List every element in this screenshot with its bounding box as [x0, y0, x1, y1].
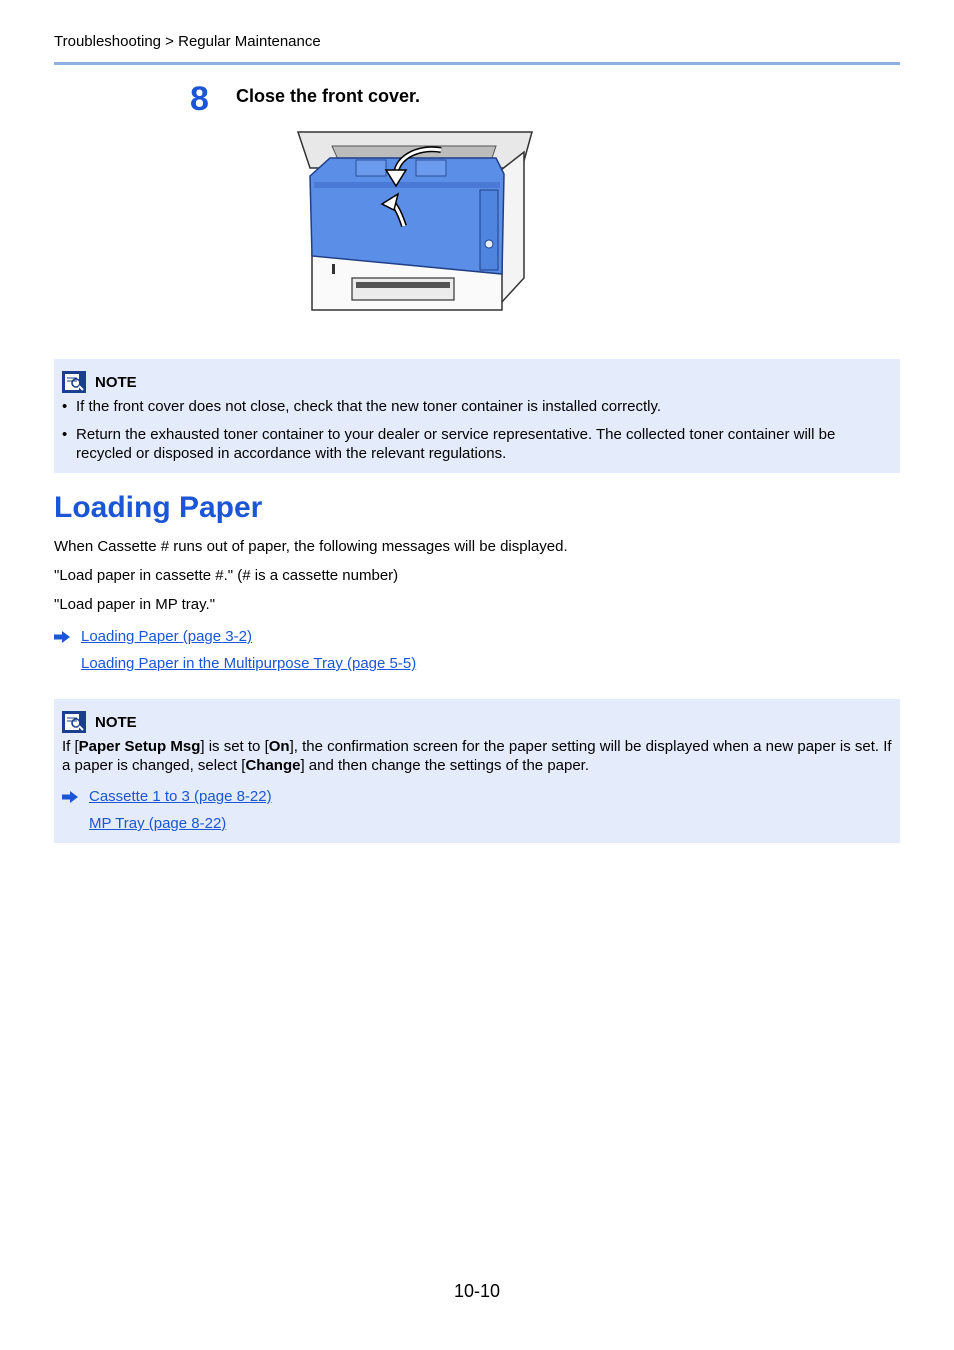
note-box: [54, 699, 900, 843]
link-mp-tray[interactable]: MP Tray (page 8-22): [89, 815, 227, 832]
list-item: [62, 397, 892, 416]
breadcrumb: Troubleshooting > Regular Maintenance: [54, 33, 321, 50]
reference-arrow-icon: [62, 791, 78, 803]
page-number: 10-10: [453, 1281, 501, 1301]
note-icon: [62, 711, 86, 733]
header-rule: [54, 62, 900, 65]
note-icon: [62, 371, 86, 393]
bullet-text: If the front cover does not close, check that the new toner container is installed correctly.: [76, 398, 662, 415]
note-box: [54, 359, 900, 473]
step-number: 8: [190, 80, 209, 118]
paragraph: "Load paper in cassette #." (# is a cassette number): [54, 567, 399, 584]
link-loading-paper[interactable]: Loading Paper (page 3-2): [81, 628, 252, 645]
note-header: [62, 711, 137, 733]
printer-illustration: [296, 128, 536, 314]
note-text-part: ], the confirmation screen for the paper setting will be displayed when a new paper is set. If a paper is changed, select [: [62, 738, 892, 774]
paragraph: When Cassette # runs out of paper, the following messages will be displayed.: [54, 538, 568, 555]
note-label: NOTE: [95, 373, 137, 391]
note-label: NOTE: [95, 713, 137, 731]
note-text-part: If [: [62, 738, 79, 755]
setting-name: Paper Setup Msg: [78, 738, 201, 755]
section-title: Loading Paper: [54, 491, 263, 524]
bullet-glyph: •: [62, 398, 68, 415]
bullet-glyph: •: [62, 426, 68, 443]
link-loading-paper-mp-tray[interactable]: Loading Paper in the Multipurpose Tray (page 5-5): [81, 655, 417, 672]
bullet-text: Return the exhausted toner container to your dealer or service representative. The collected toner container will be recycled or disposed in accordance with the relevant regulations.: [76, 426, 836, 462]
note-header: [62, 371, 137, 393]
paragraph: "Load paper in MP tray.": [54, 596, 216, 613]
list-item: [62, 425, 892, 463]
step-instruction: Close the front cover.: [236, 86, 421, 106]
note-text-part: ] is set to [: [200, 738, 269, 755]
link-cassette-1-to-3[interactable]: Cassette 1 to 3 (page 8-22): [89, 788, 272, 805]
button-name: Change: [245, 757, 301, 774]
note-text: [62, 737, 892, 775]
setting-value: On: [268, 738, 290, 755]
reference-arrow-icon: [54, 631, 70, 643]
note-text-part: ] and then change the settings of the paper.: [300, 757, 590, 774]
